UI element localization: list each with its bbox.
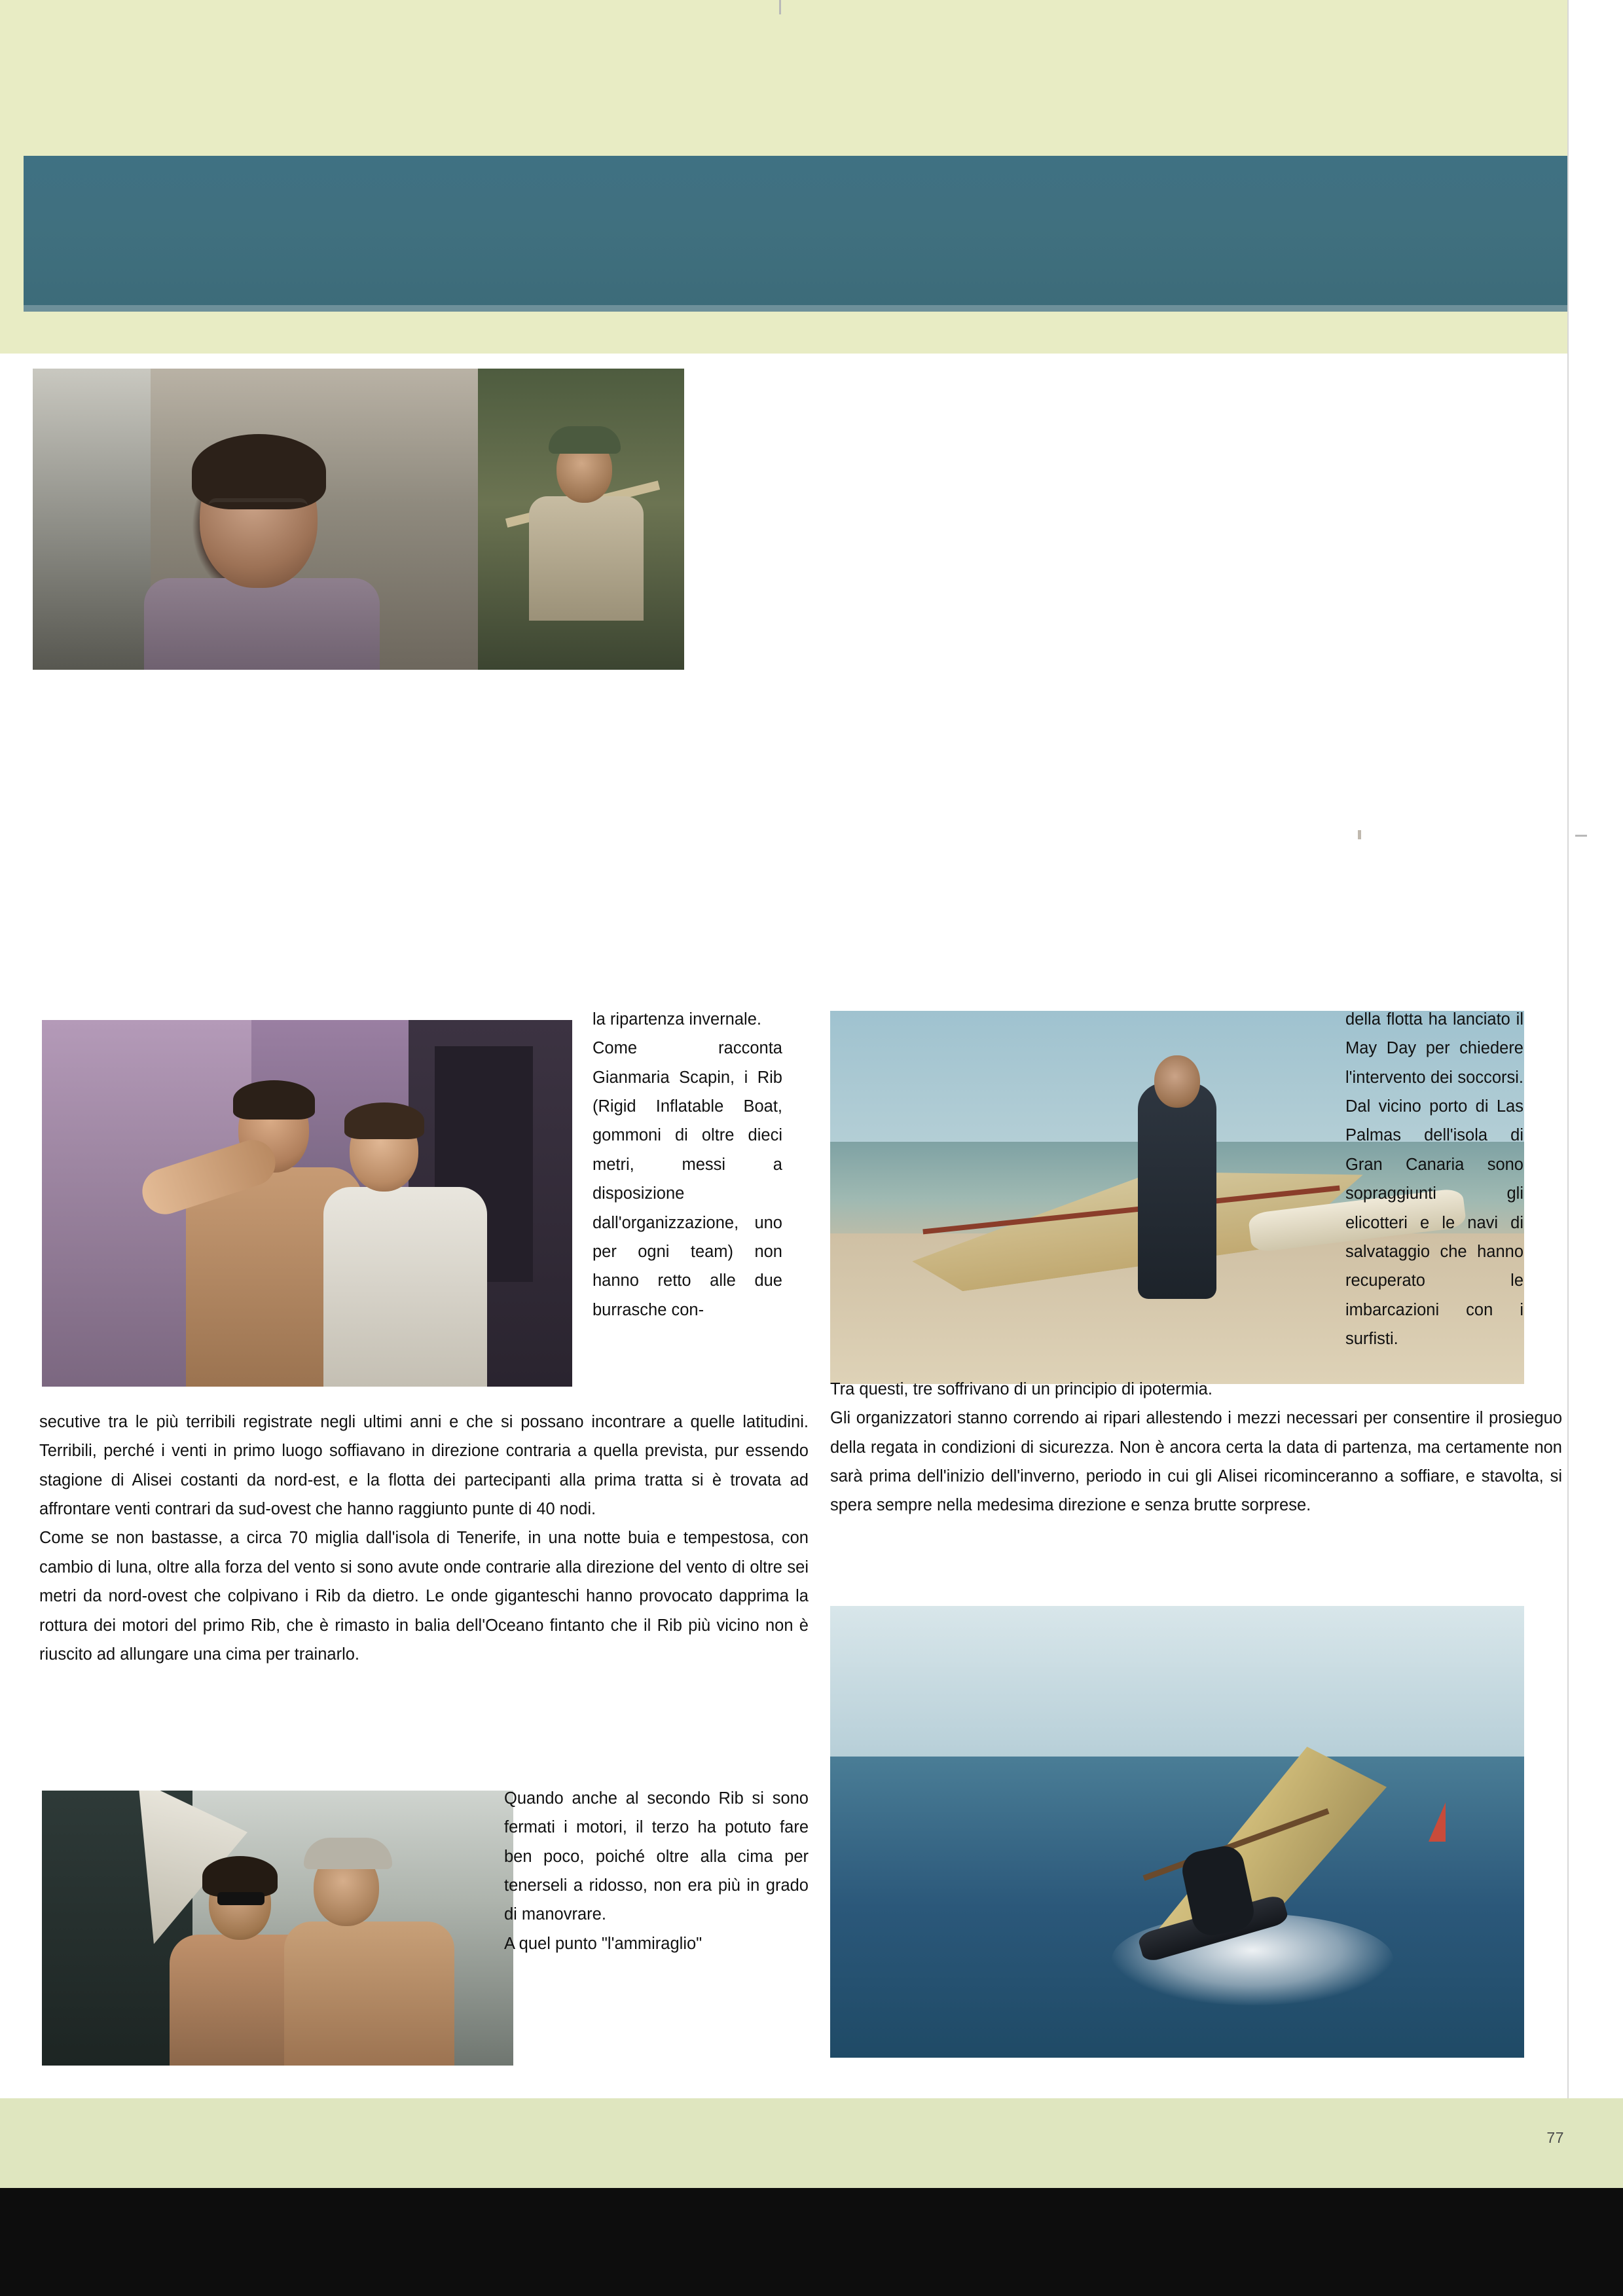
photo-two-men-pointing: [42, 1020, 572, 1387]
photo-figure-hat: [549, 426, 621, 454]
text-column-wide-right: [830, 1375, 1562, 1520]
crop-tick-top: [779, 0, 781, 14]
crop-tick-right: [1575, 835, 1587, 837]
photo-portrait-man-glasses: [33, 369, 478, 670]
page-number: 77: [1546, 2129, 1564, 2146]
photo-figure-body: [529, 496, 644, 621]
photo-surfer-body: [1138, 1083, 1216, 1299]
photo-windsurf-jump: [830, 1606, 1524, 2058]
scan-speck: [1358, 830, 1361, 839]
photo-figure-body: [144, 578, 380, 670]
photo-background: [33, 369, 151, 670]
paragraph: A quel punto "l'ammiraglio": [504, 1934, 702, 1953]
glasses-icon: [208, 498, 308, 524]
photo-man2-cap: [304, 1838, 392, 1869]
paragraph: Tra questi, tre soffrivano di un principio di ipotermia.: [830, 1380, 1213, 1398]
photo-sky: [830, 1606, 1524, 1757]
right-margin: [1568, 0, 1623, 2098]
paragraph: Come se non bastasse, a circa 70 miglia dall'isola di Tenerife, in una notte buia e tempestosa, con cambio di luna, oltre alla forza del vento si sono avute onde contrarie alla direzione del vento di oltre sei metri da nord-ovest che colpivano i Rib da dietro. Le onde giganteschi hanno provocato dapprima la rottura dei motori del primo Rib, che è rimasto in balia dell'Oceano fintanto che il Rib più vicino non è riuscito ad allungare una cima per trainarlo.: [39, 1529, 809, 1664]
bottom-dark-band: [0, 2188, 1623, 2296]
photo-portrait-man-hat-pole: [478, 369, 684, 670]
photo-man1-hair: [233, 1080, 315, 1120]
bottom-cream-band: [0, 2098, 1623, 2188]
paragraph: Come racconta Gianmaria Scapin, i Rib (Rigid Inflatable Boat, gommoni di oltre dieci metri, messi a disposizione dall'organizzazione, uno per ogni team) non hanno retto alle due burrasche con-: [593, 1039, 782, 1319]
photo-man2-hair: [344, 1102, 424, 1139]
top-teal-band: [24, 156, 1578, 312]
text-column-quote: [504, 1784, 809, 1958]
text-column-narrow-right: [1345, 1005, 1523, 1353]
paragraph: la ripartenza invernale.: [593, 1010, 761, 1029]
photo-two-men-on-boat: [42, 1791, 513, 2066]
paragraph: secutive tra le più terribili registrate negli ultimi anni e che si possano incontrare a quelle latitudini. Terribili, perché i venti in primo luogo soffiavano in direzione contraria a quella prevista, pur essendo stagione di Alisei costanti da nord-est, e la flotta dei partecipanti alla prima tratta si è trovata ad affrontare venti contrari da sud-ovest che hanno raggiunto punte di 40 nodi.: [39, 1413, 809, 1519]
photo-man1-hair: [202, 1856, 278, 1897]
paragraph: della flotta ha lanciato il May Day per chiedere l'intervento dei soccorsi. Dal vicino porto di Las Palmas dell'isola di Gran Canaria sono sopraggiunti gli elicotteri e le navi di salvataggio che hanno recuperato le imbarcazioni con i surfisti.: [1345, 1010, 1523, 1348]
photo-man2-body: [284, 1922, 454, 2066]
paragraph: Gli organizzatori stanno correndo ai ripari allestendo i mezzi necessari per consentire il prosieguo della regata in condizioni di sicurezza. Non è ancora certa la data di partenza, ma certamente non sarà prima dell'inizio dell'inverno, periodo in cui gli Alisei ricominceranno a soffiare, e stavolta, si spera sempre nella medesima direzione e senza brutte sorprese.: [830, 1409, 1562, 1515]
photo-surfer-head: [1154, 1055, 1200, 1108]
sunglasses-icon: [217, 1892, 264, 1905]
paragraph: Quando anche al secondo Rib si sono fermati i motori, il terzo ha potuto fare ben poco, poiché oltre alla cima per tenerseli a ridosso, non era più in grado di manovrare.: [504, 1789, 809, 1924]
text-column-wide-left: [39, 1408, 809, 1669]
text-column-narrow-left: [593, 1005, 782, 1324]
right-margin-rule: [1567, 0, 1569, 2098]
photo-man2-body: [323, 1187, 487, 1387]
